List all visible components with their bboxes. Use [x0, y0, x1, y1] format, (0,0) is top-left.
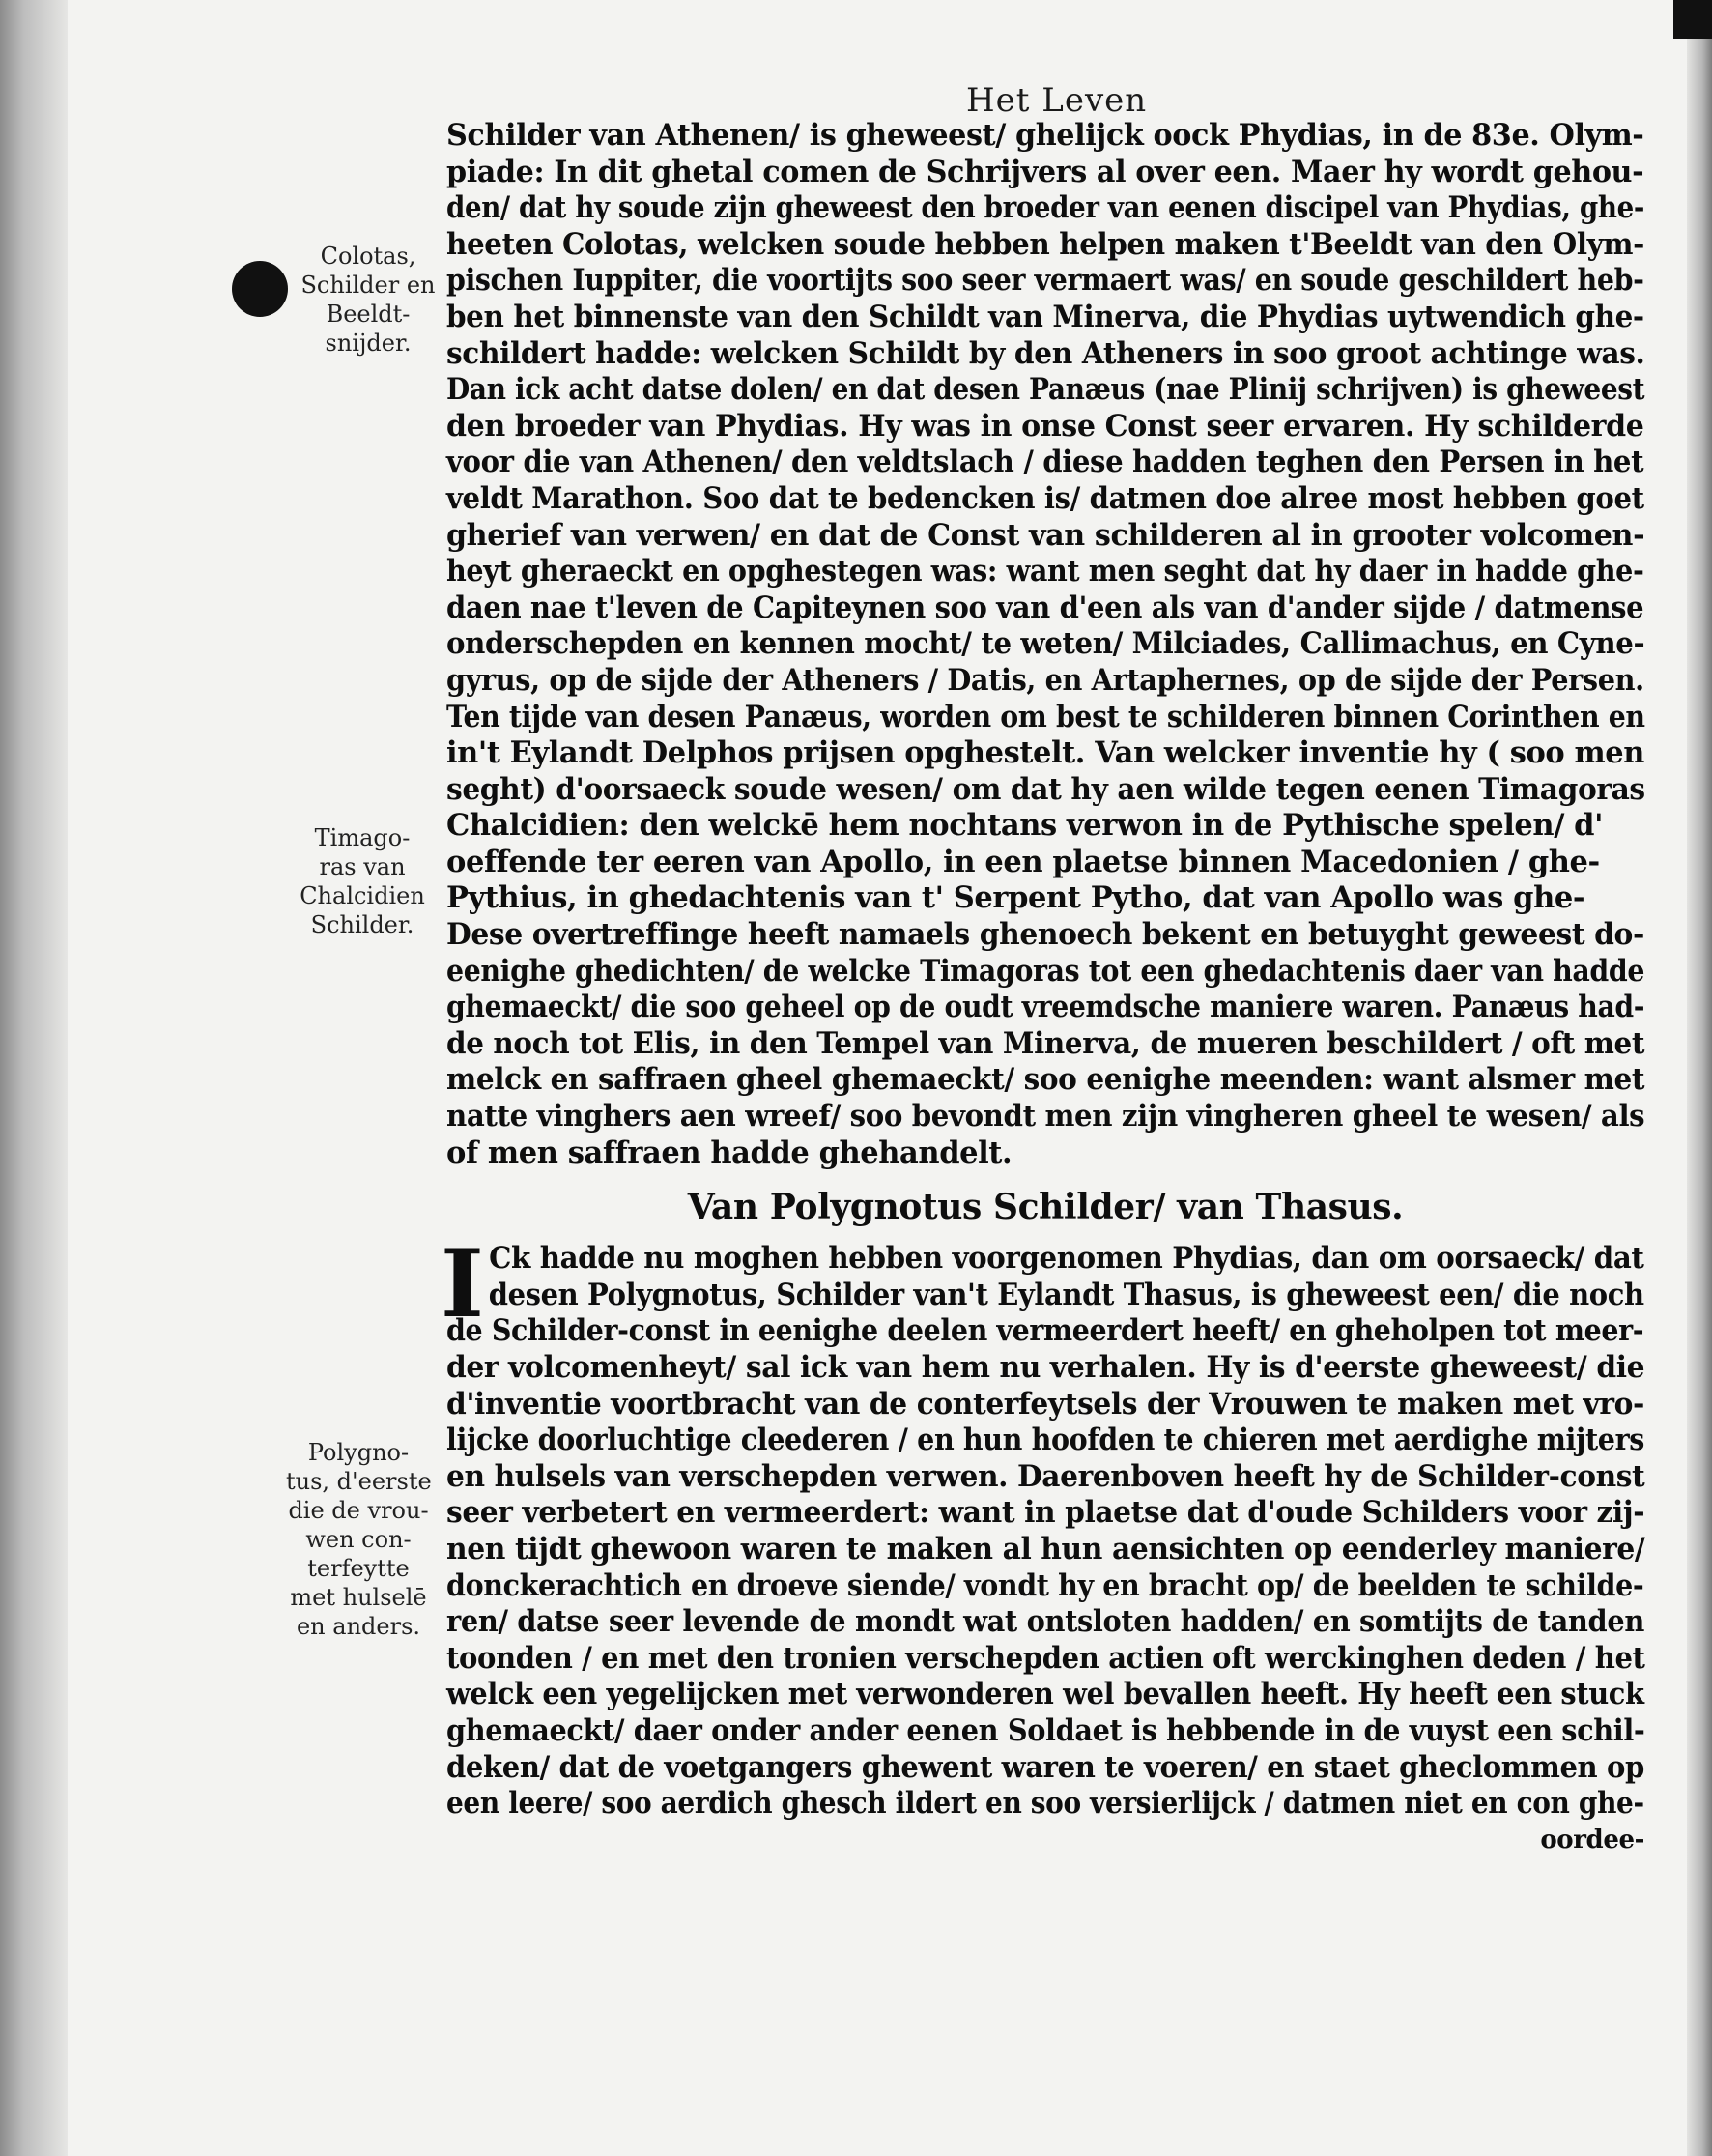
text-line: seght) d'oorsaeck soude wesen/ om dat hy aen wilde tegen eenen Timagoras — [446, 771, 1645, 807]
text-line: ghemaeckt/ die soo geheel op de oudt vreemdsche maniere waren. Panæus had- — [446, 990, 1645, 1025]
margin-note-line: Chalcidien — [300, 882, 425, 909]
text-line: schildert hadde: welcken Schildt by den Atheners in soo groot achtinge was. — [446, 335, 1645, 371]
ink-blot-mark — [232, 261, 288, 317]
text-line: den/ dat hy soude zijn gheweest den broeder van eenen discipel van Phydias, ghe- — [446, 190, 1644, 226]
text-line: ren/ datse seer levende de mondt wat ontsloten hadden/ en somtijts de tanden — [446, 1604, 1644, 1640]
running-head: Het Leven — [966, 81, 1148, 120]
text-line: d'inventie voortbracht van de conterfeytsels der Vrouwen te maken met vro- — [446, 1386, 1644, 1422]
text-line: veldt Marathon. Soo dat te bedencken is/ datmen doe alree most hebben goet — [446, 480, 1644, 516]
text-line: eenighe ghedichten/ de welcke Timagoras tot een ghedachtenis daer van hadde — [446, 953, 1645, 989]
text-line: der volcomenheyt/ sal ick van hem nu verhalen. Hy is d'eerste gheweest/ die — [446, 1350, 1645, 1385]
text-line: Pythius, in ghedachtenis van t' Serpent Pytho, dat van Apollo was ghe- — [446, 880, 1585, 916]
text-line: piade: In dit ghetal comen de Schrijvers al over een. Maer hy wordt gehou- — [446, 154, 1644, 189]
text-line: welck een yegelijcken met verwonderen wel bevallen heeft. Hy heeft een stuck — [446, 1677, 1644, 1712]
text-line: lijcke doorluchtige cleederen / en hun hoofden te chieren met aerdighe mijters — [446, 1423, 1644, 1458]
text-line: heeten Colotas, welcken soude hebben helpen maken t'Beeldt van den Olym- — [446, 226, 1644, 262]
margin-note-line: Schilder en — [300, 272, 436, 299]
catchword: oordee- — [1540, 1825, 1644, 1854]
text-line: nen tijdt ghewoon waren te maken al hun aensichten op eenderley maniere/ — [446, 1531, 1645, 1567]
text-line: Chalcidien: den welckē hem nochtans verwon in de Pythische spelen/ d' — [446, 808, 1604, 844]
text-line: pischen Iuppiter, die voortijts soo seer vermaert was/ en soude geschildert heb- — [446, 263, 1644, 299]
text-line: gherief van verwen/ en dat de Const van schilderen al in grooter volcomen- — [446, 517, 1645, 553]
text-line: de Schilder-const in eenighe deelen vermeerdert heeft/ en gheholpen tot meer- — [446, 1313, 1644, 1349]
margin-note-line: met hulselē — [290, 1584, 427, 1611]
text-line: de noch tot Elis, in den Tempel van Minerva, de mueren beschildert / oft met — [446, 1025, 1645, 1061]
text-line: ben het binnenste van den Schildt van Minerva, die Phydias uytwendich ghe- — [446, 299, 1644, 334]
main-text-block — [441, 118, 1645, 1858]
margin-note-line: en anders. — [296, 1613, 421, 1640]
dark-corner — [1673, 0, 1712, 39]
book-binding-shadow — [0, 0, 68, 2156]
text-line: Ck hadde nu moghen hebben voorgenomen Phydias, dan om oorsaeck/ dat — [489, 1241, 1644, 1277]
text-line: Dese overtreffinge heeft namaels ghenoech bekent en betuyght geweest do- — [446, 917, 1644, 953]
text-line: en hulsels van verschepden verwen. Daerenboven heeft hy de Schilder-const — [446, 1458, 1645, 1494]
margin-note-line: Schilder. — [310, 911, 414, 938]
margin-note-line: Polygno- — [307, 1439, 410, 1466]
margin-note-colotas — [296, 242, 441, 358]
text-line: daen nae t'leven de Capiteynen soo van d'een als van d'ander sijde / datmense — [446, 589, 1644, 625]
text-line: heyt gheraeckt en opghestegen was: want men seght dat hy daer in hadde ghe- — [446, 554, 1644, 589]
text-line: toonden / en met den tronien verschepden actien oft werckinghen deden / het — [446, 1640, 1645, 1676]
margin-note-line: wen con- — [305, 1526, 412, 1553]
text-line: voor die van Athenen/ den veldtslach / diese hadden teghen den Persen in het — [446, 445, 1644, 480]
text-line: melck en saffraen gheel ghemaeckt/ soo eenighe meenden: want alsmer met — [446, 1062, 1645, 1098]
margin-note-line: terfeytte — [307, 1555, 410, 1582]
margin-note-polygnotus — [286, 1438, 431, 1641]
page-edge-right — [1687, 0, 1712, 2156]
text-line: Ten tijde van desen Panæus, worden om best te schilderen binnen Corinthen en — [446, 699, 1645, 734]
text-line: Dan ick acht datse dolen/ en dat desen Panæus (nae Plinij schrijven) is gheweest — [446, 372, 1645, 408]
text-line: desen Polygnotus, Schilder van't Eylandt Thasus, is gheweest een/ die noch — [488, 1277, 1644, 1312]
text-line: ghemaeckt/ daer onder ander eenen Soldaet is hebbende in de vuyst een schil- — [446, 1712, 1645, 1748]
section-panaeus — [446, 118, 1644, 1171]
text-line: natte vinghers aen wreef/ soo bevondt men zijn vingheren gheel te wesen/ als — [446, 1099, 1645, 1135]
margin-note-line: tus, d'eerste — [286, 1468, 432, 1495]
text-line: gyrus, op de sijde der Atheners / Datis, en Artaphernes, op de sijde der Persen. — [446, 662, 1644, 698]
text-line: donckerachtich en droeve siende/ vondt hy en bracht op/ de beelden te schilde- — [446, 1567, 1644, 1603]
text-line: oeffende ter eeren van Apollo, in een plaetse binnen Macedonien / ghe- — [446, 844, 1600, 879]
text-line: Schilder van Athenen/ is gheweest/ ghelijck oock Phydias, in de 83e. Olym- — [446, 118, 1644, 153]
text-line: seer verbetert en vermeerdert: want in plaetse dat d'oude Schilders voor zij- — [446, 1495, 1645, 1531]
drop-cap: I — [441, 1229, 484, 1339]
margin-note-timagoras — [290, 823, 435, 939]
margin-note-line: Timago- — [314, 824, 411, 851]
margin-note-line: ras van — [319, 853, 406, 880]
text-line: den broeder van Phydias. Hy was in onse Const seer ervaren. Hy schilderde — [446, 408, 1644, 444]
section-heading-polygnotus: Van Polygnotus Schilder/ van Thasus. — [687, 1187, 1404, 1228]
text-line: deken/ dat de voetgangers ghewent waren te voeren/ en staet gheclommen op — [446, 1749, 1644, 1785]
text-line: onderschepden en kennen mocht/ te weten/ Milciades, Callimachus, en Cyne- — [446, 626, 1645, 662]
text-line: in't Eylandt Delphos prijsen opghestelt. Van welcker inventie hy ( soo men — [446, 735, 1644, 771]
margin-note-line: Beeldt- — [326, 301, 411, 328]
text-line: een leere/ soo aerdich ghesch ildert en soo versierlijck / datmen niet en con ghe- — [446, 1786, 1644, 1822]
text-line: of men saffraen hadde ghehandelt. — [446, 1135, 1013, 1170]
margin-note-line: snijder. — [325, 330, 412, 357]
margin-note-line: die de vrou- — [288, 1497, 429, 1524]
section-polygnotus — [441, 1229, 1645, 1858]
margin-note-line: Colotas, — [320, 243, 416, 270]
